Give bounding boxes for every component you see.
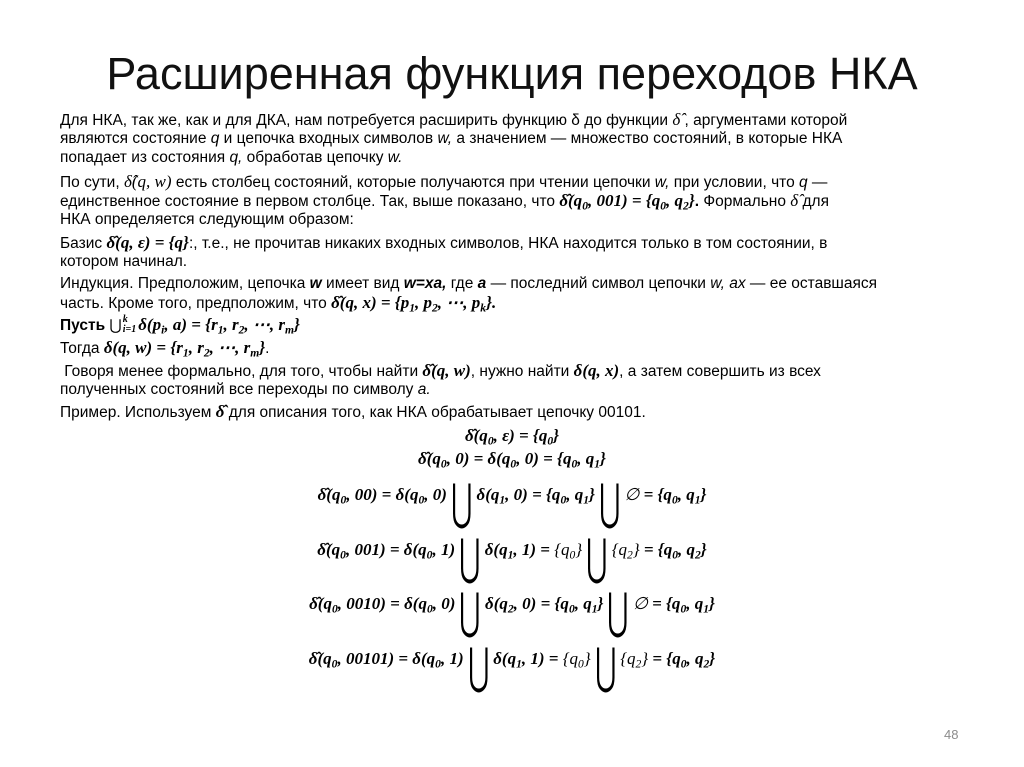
text-line: [60, 361, 821, 380]
union-symbol: ⋃: [594, 639, 616, 697]
text-run: являются состояние: [60, 130, 211, 147]
text-run: имеет вид: [321, 275, 404, 292]
subscript: 0: [582, 199, 588, 213]
text-line: [0, 426, 1024, 446]
text-run: , нужно найти: [470, 363, 574, 380]
subscript: 2: [695, 548, 701, 562]
paragraph-informal: [60, 361, 821, 399]
union-symbol: ⋃: [459, 584, 481, 642]
text-run: при условии, что: [669, 174, 799, 191]
subscript: 1: [594, 457, 601, 471]
math-run: {$q_2$: [611, 540, 633, 562]
math-run: , 0): [432, 594, 456, 613]
equation-epsilon: [0, 426, 1024, 446]
paragraph-definition: [60, 110, 847, 167]
math-run: , 0): [424, 485, 447, 504]
text-line: [0, 475, 1024, 533]
subscript: 1: [499, 493, 506, 507]
text-line: [0, 449, 1024, 469]
subscript: 1: [694, 493, 701, 507]
union-symbol: ⋃: [459, 530, 481, 588]
math-run: }: [700, 540, 707, 559]
paragraph-induction: [60, 274, 878, 315]
subscript: 0: [547, 434, 554, 448]
math-run: , $p_2$: [415, 293, 438, 315]
text-line: [60, 233, 827, 252]
paragraph-let: [60, 313, 300, 337]
subscript: i=1: [122, 323, 137, 335]
text-line: [60, 293, 877, 315]
subscript: 1: [409, 301, 415, 315]
math-run: }: [709, 594, 715, 613]
math-run: , $0) = \{q_0$: [516, 449, 578, 471]
text-run: попадает из состояния: [60, 149, 230, 166]
math-run: $\delta(q_1$: [493, 649, 522, 671]
union-symbol: ⋃: [607, 584, 629, 642]
page-number: 48: [944, 727, 959, 742]
text-run: w.: [387, 149, 403, 166]
math-run: ∅: [633, 594, 648, 613]
subscript: 0: [418, 493, 425, 507]
math-run: }: [700, 485, 707, 504]
math-run: δ̂: [215, 402, 225, 421]
math-run: , $q_1$: [577, 449, 601, 471]
subscript: m: [285, 323, 294, 337]
subscript: 0: [510, 457, 517, 471]
text-line: [60, 313, 300, 337]
subscript: 0: [487, 434, 494, 448]
text-run: Для НКА, так же, как и для ДКА, нам потребуется расширить функцию δ до функции: [60, 112, 673, 129]
math-run: δ̂(q, ε) = {q}: [106, 233, 189, 252]
math-run: }: [294, 315, 300, 334]
math-run: , $a) = \{r_1$: [164, 315, 224, 337]
math-run: }: [632, 540, 640, 559]
text-line: [0, 530, 1024, 588]
subscript: 0: [331, 657, 338, 671]
math-run: }: [597, 594, 604, 613]
subscript: 1: [507, 548, 514, 562]
subscript: 0: [680, 602, 687, 616]
text-line: [60, 274, 877, 293]
text-line: [60, 338, 270, 360]
math-run: , 1): [432, 540, 456, 559]
math-run: δ̂: [790, 191, 799, 210]
math-run: }: [600, 449, 606, 468]
math-run: δ̂: [672, 110, 681, 129]
math-run: , $r_2$: [223, 315, 245, 337]
text-run: Базис: [60, 235, 107, 252]
equation-0: [0, 449, 1024, 469]
subscript: 0: [426, 602, 433, 616]
subscript: 0: [672, 548, 679, 562]
text-line: [60, 148, 847, 167]
subscript: 1: [516, 657, 522, 671]
text-line: [60, 129, 847, 148]
equation-001: [0, 530, 1024, 588]
math-run: }: [553, 426, 560, 445]
math-run: $\deltâ(q_0$: [308, 649, 338, 671]
text-run: Индукция. Предположим, цепочка: [60, 275, 310, 292]
math-run: = {$q_0$: [639, 485, 678, 507]
math-run: , ⋯, $p_k$: [437, 293, 487, 315]
subscript: 1: [217, 323, 224, 337]
text-run: НКА определяется следующим образом:: [60, 211, 354, 228]
math-run: }: [589, 485, 595, 504]
text-run: и цепочка входных символов: [219, 130, 438, 147]
text-run: w,: [437, 130, 453, 147]
math-run: , 1) =: [513, 540, 555, 559]
subscript: 0: [340, 548, 346, 562]
subscript: 0: [660, 199, 667, 213]
subscript: 2: [683, 199, 689, 213]
math-run: , $00101) = \delta(q_0$: [337, 649, 441, 671]
text-run: w=xa,: [403, 275, 447, 292]
text-run: :, т.е., не прочитав никаких входных символов, НКА находится только в том состоянии, в: [188, 235, 828, 252]
text-run: где: [446, 275, 478, 292]
subscript: 0: [571, 457, 578, 471]
text-run: , аргументами которой: [680, 112, 848, 129]
text-run: По сути,: [60, 174, 124, 191]
math-run: , $\varepsilon) = \{q_0$: [493, 426, 554, 448]
math-run: , $r_2$: [188, 338, 210, 360]
text-run: a.: [417, 381, 431, 398]
math-run: $\deltâ(q_0$: [418, 449, 447, 471]
subscript: 0: [331, 602, 338, 616]
equation-00101: [0, 639, 1024, 697]
union-limits: [123, 315, 136, 335]
equation-00: [0, 475, 1024, 533]
text-run: a: [477, 275, 487, 292]
subscript: 1: [583, 493, 589, 507]
subscript: k: [480, 301, 487, 315]
text-run: q,: [229, 149, 243, 166]
subscript: 2: [432, 301, 438, 315]
text-run: Формально: [699, 193, 791, 210]
math-run: $\delta(q_1$: [476, 485, 506, 507]
subscript: 1: [703, 602, 709, 616]
math-run: , $q_1$: [677, 485, 701, 507]
math-run: , ⋯, $r_m$: [209, 338, 260, 360]
text-run: для: [798, 193, 829, 210]
subscript: 2: [203, 346, 210, 360]
subscript: 0: [560, 493, 567, 507]
superscript: k: [122, 313, 128, 325]
math-run: = {$q_0$: [639, 540, 679, 562]
text-run: Тогда: [60, 340, 104, 357]
text-line: [60, 402, 646, 421]
text-run: ax: [729, 275, 746, 292]
math-run: , $q_1$: [686, 594, 709, 616]
text-line: [60, 252, 827, 271]
math-run: $\deltâ(q_0$: [309, 594, 338, 616]
math-run: }: [575, 540, 583, 559]
subscript: 2: [507, 602, 514, 616]
subscript: 0: [568, 602, 575, 616]
subscript: m: [250, 346, 260, 360]
math-run: $\deltâ(q_0$: [317, 540, 346, 562]
subscript: 0: [340, 493, 347, 507]
text-line: [60, 380, 821, 399]
math-run: = {$q_0$: [647, 594, 687, 616]
math-run: δ̂(q, w): [123, 172, 172, 191]
paragraph-basis: [60, 233, 827, 271]
math-run: = {$q_0$: [648, 649, 687, 671]
subscript: 0: [426, 548, 433, 562]
math-run: δ(q, x): [573, 361, 620, 380]
text-line: [0, 639, 1024, 697]
math-run: $\delta(q_2$: [485, 594, 514, 616]
math-run: , $001) = \delta(q_0$: [345, 540, 433, 562]
math-run: }.: [486, 293, 497, 312]
math-run: {$q_0$: [554, 540, 576, 562]
subscript: 0: [440, 457, 447, 471]
math-run: $\delta(q_1$: [484, 540, 514, 562]
text-run: w: [309, 275, 322, 292]
text-run: —: [807, 174, 828, 191]
math-run: , $q_2$: [678, 540, 701, 562]
math-run: }: [709, 649, 716, 668]
subscript: i: [161, 323, 165, 337]
math-run: ∅: [624, 485, 640, 504]
math-run: $\deltâ(q_0$: [317, 485, 347, 507]
paragraph-meaning: [60, 172, 829, 229]
text-line: [60, 210, 829, 229]
math-run: , $q_1$: [574, 594, 598, 616]
math-run: , $0) = \{q_0$: [505, 485, 567, 507]
math-run: , $0010) = \delta(q_0$: [337, 594, 433, 616]
math-run: , $q_2$: [666, 191, 689, 213]
math-run: , ⋯, $r_m$: [244, 315, 294, 337]
math-run: $\deltâ(q_0$: [559, 191, 588, 213]
text-run: .: [694, 193, 700, 210]
subscript: 2: [627, 548, 633, 562]
text-run: w,: [654, 174, 670, 191]
text-run: w,: [710, 275, 725, 292]
union-operator: ⋃ k i=1: [109, 313, 137, 335]
math-run: , $q_2$: [686, 649, 710, 671]
math-run: , $001) = \{q_0$: [587, 191, 667, 213]
text-run: есть столбец состояний, которые получаются при чтении цепочки: [171, 174, 655, 191]
text-run: q: [799, 174, 808, 191]
math-run: }: [583, 649, 591, 668]
text-run: , а затем совершить из всех: [619, 363, 821, 380]
paragraph-then: [60, 338, 270, 360]
text-run: обработав цепочку: [242, 149, 388, 166]
math-run: , $0) = \{q_0$: [513, 594, 575, 616]
equation-0010: [0, 584, 1024, 642]
text-run: часть. Кроме того, предположим, что: [60, 295, 332, 312]
subscript: 2: [635, 657, 642, 671]
text-line: [60, 191, 829, 213]
slide-title: Расширенная функция переходов НКА: [106, 48, 918, 99]
union-symbol: ⋃: [467, 639, 489, 697]
math-run: }: [688, 191, 695, 210]
math-run: {$q_0$: [562, 649, 584, 671]
subscript: 2: [703, 657, 710, 671]
subscript: 0: [671, 493, 678, 507]
subscript: 0: [680, 657, 687, 671]
subscript: 1: [182, 346, 189, 360]
union-symbol: ⋃: [451, 475, 473, 533]
text-run: .: [265, 340, 270, 357]
subscript: 2: [238, 323, 245, 337]
math-run: , $q_1$: [566, 485, 589, 507]
math-run: }: [641, 649, 649, 668]
text-run: — последний символ цепочки: [486, 275, 711, 292]
math-run: $\deltâ(q_0$: [464, 426, 494, 448]
union-symbol: ⋃: [599, 475, 621, 533]
text-run: q: [210, 130, 220, 147]
math-run: , $0) = \delta(q_0$: [446, 449, 517, 471]
paragraph-example: [60, 402, 646, 421]
math-run: δ̂(q, w): [422, 361, 471, 380]
math-run: {$q_2$: [620, 649, 642, 671]
text-run: Говоря менее формально, для того, чтобы найти: [60, 363, 423, 380]
text-run: Пример. Используем: [60, 404, 216, 421]
text-run: полученных состояний все переходы по символу: [60, 381, 418, 398]
math-run: δ(q, $w) = \{r_1$: [103, 338, 189, 360]
text-line: [60, 172, 829, 191]
text-run: для описания того, как НКА обрабатывает цепочку 00101.: [224, 404, 646, 421]
math-run: δ̂(q, $x) = \{p_1$: [331, 293, 415, 315]
subscript: 0: [569, 548, 576, 562]
math-run: }: [259, 338, 266, 357]
subscript: 0: [578, 657, 584, 671]
math-run: , 1) =: [521, 649, 563, 668]
text-line: [0, 584, 1024, 642]
union-symbol: ⋃: [586, 530, 608, 588]
math-run: , 1): [440, 649, 464, 668]
text-line: [60, 110, 847, 129]
text-run: а значением — множество состояний, в которые НКА: [452, 130, 843, 147]
math-run: $\delta(p_i$: [138, 315, 165, 337]
subscript: 0: [435, 657, 441, 671]
text-run: Пусть: [60, 317, 110, 334]
math-run: , $00) = \delta(q_0$: [346, 485, 425, 507]
text-run: — ее оставшаяся: [745, 275, 878, 292]
text-run: котором начинал.: [60, 253, 188, 270]
text-run: единственное состояние в первом столбце. Так, выше показано, что: [60, 193, 560, 210]
subscript: 1: [591, 602, 598, 616]
